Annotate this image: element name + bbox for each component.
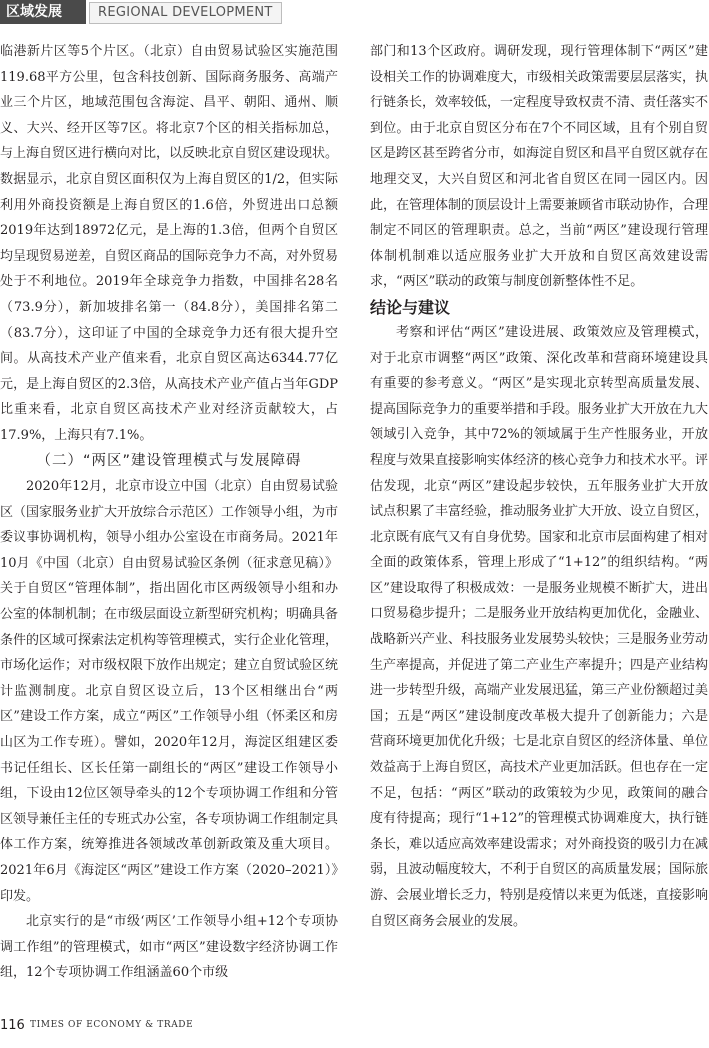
right-paragraph-1: 部门和13个区政府。调研发现，现行管理体制下“两区”建设相关工作的协调难度大，市级相关政策需要层层落实，执行链条长，效率较低，一定程度导致权责不清、责任落实不到位。由于北京自贸区分布在7个不同区域，且有个别自贸区是跨区甚至跨省分市，如海淀自贸区和昌平自贸区就存在地理交叉，大兴自贸区和河北省自贸区在同一园区内。因此，在管理体制的顶层设计上需要兼顾省市联动协作，合理制定不同区的管理职责。总之，当前“两区”建设现行管理体制机制难以适应服务业扩大开放和自贸区高效建设需求，“两区”联动的政策与制度创新整体性不足。 (370, 44, 709, 290)
left-paragraph-1: 临港新片区等5个片区。（北京）自由贸易试验区实施范围119.68平方公里，包含科技创新、国际商务服务、高端产业三个片区，地域范围包含海淀、昌平、朝阳、通州、顺义、大兴、经开区等7区。将北京7个区的相关指标加总，与上海自贸区进行横向对比，以反映北京自贸区建设现状。数据显示，北京自贸区面积仅为上海自贸区的1/2，但实际利用外商投资额是上海自贸区的1.6倍，外贸进出口总额2019年达到18972亿元，是上海的1.3倍，但两个自贸区均呈现贸易逆差，自贸区商品的国际竞争力不高，对外贸易处于不利地位。2019年全球竞争力指数，中国排名28名（73.9分），新加坡排名第一（84.8分），美国排名第二（83.7分），这印证了中国的全球竞争力还有很大提升空间。从高技术产业产值来看，北京自贸区高达6344.77亿元，是上海自贸区的2.3倍，从高技术产业产值占当年GDP比重来看，北京自贸区高技术产业对经济贡献较大，占17.9%，上海只有7.1%。 (0, 44, 339, 443)
right-column (370, 39, 708, 934)
section-tag-english: REGIONAL DEVELOPMENT (89, 2, 282, 24)
page-header (0, 0, 709, 24)
section-tag: 区域发展 (0, 0, 86, 24)
right-paragraph-2: 考察和评估“两区”建设进展、政策效应及管理模式，对于北京市调整“两区”政策、深化改革和营商环境建设具有重要的参考意义。“两区”是实现北京转型高质量发展、提高国际竞争力的重要举措和手段。服务业扩大开放在九大领域引入竞争，其中72%的领域属于生产性服务业，开放程度与效果直接影响实体经济的核心竞争力和技术水平。评估发现，北京“两区”建设起步较快，五年服务业扩大开放试点积累了丰富经验，推动服务业扩大开放、设立自贸区，北京既有底气又有自身优势。国家和北京市层面构建了相对全面的政策体系，管理上形成了“1+12”的组织结构。“两区”建设取得了积极成效：一是服务业规模不断扩大，进出口贸易稳步提升；二是服务业开放结构更加优化，金融业、战略新兴产业、科技服务业发展势头较快；三是服务业劳动生产率提高，并促进了第二产业生产率提升；四是产业结构进一步转型升级，高端产业发展迅猛，第三产业份额超过美国；五是“两区”建设制度改革极大提升了创新能力；六是营商环境更加优化升级；七是北京自贸区的经济体量、单位效益高于上海自贸区，高技术产业更加活跃。但也存在一定不足，包括：“两区”联动的政策较为少见，政策间的融合度有待提高；现行“1+12”的管理模式协调难度大，执行链条长，难以适应高效率建设需求；对外商投资的吸引力在减弱，且波动幅度较大，不利于自贸区的高质量发展；国际旅游、会展业增长乏力，特别是疫情以来更为低迷，直接影响自贸区商务会展业的发展。 (370, 324, 709, 929)
page-footer (0, 1018, 709, 1048)
section-heading: 结论与建议 (370, 297, 451, 317)
left-paragraph-2: 2020年12月，北京市设立中国（北京）自由贸易试验区（国家服务业扩大开放综合示范区）工作领导小组，为市委议事协调机构，领导小组办公室设在市商务局。2021年10月《中国（北京）自由贸易试验区条例（征求意见稿）》关于自贸区“管理体制”，指出固化市区两级领导小组和办公室的体制机制；在市级层面设立新型研究机构；明确具备条件的区域可探索法定机构等管理模式，实行企业化管理，市场化运作；对市级权限下放作出规定；建立自贸试验区统计监测制度。北京自贸区设立后，13个区相继出台“两区”建设工作方案，成立“两区”工作领导小组（怀柔区和房山区为工作专班）。譬如，2020年12月，海淀区组建区委书记任组长、区长任第一副组长的“两区”建设工作领导小组，下设由12位区领导牵头的12个专项协调工作组和分管区领导兼任主任的专班式办公室，各专项协调工作组制定具体工作方案，统筹推进各领域改革创新政策及重大项目。2021年6月《海淀区“两区”建设工作方案（2020–2021）》印发。 (0, 479, 339, 904)
left-paragraph-3: 北京实行的是“市级‘两区’工作领导小组+12个专项协调工作组”的管理模式，如市“两区”建设数字经济协调工作组，12个专项协调工作组涵盖60个市级 (0, 914, 338, 981)
subsection-title: （二）“两区”建设管理模式与发展障碍 (36, 452, 302, 469)
left-column (0, 39, 338, 986)
page-number: 116 (0, 1018, 25, 1033)
journal-name: TIMES OF ECONOMY & TRADE (30, 1020, 194, 1030)
